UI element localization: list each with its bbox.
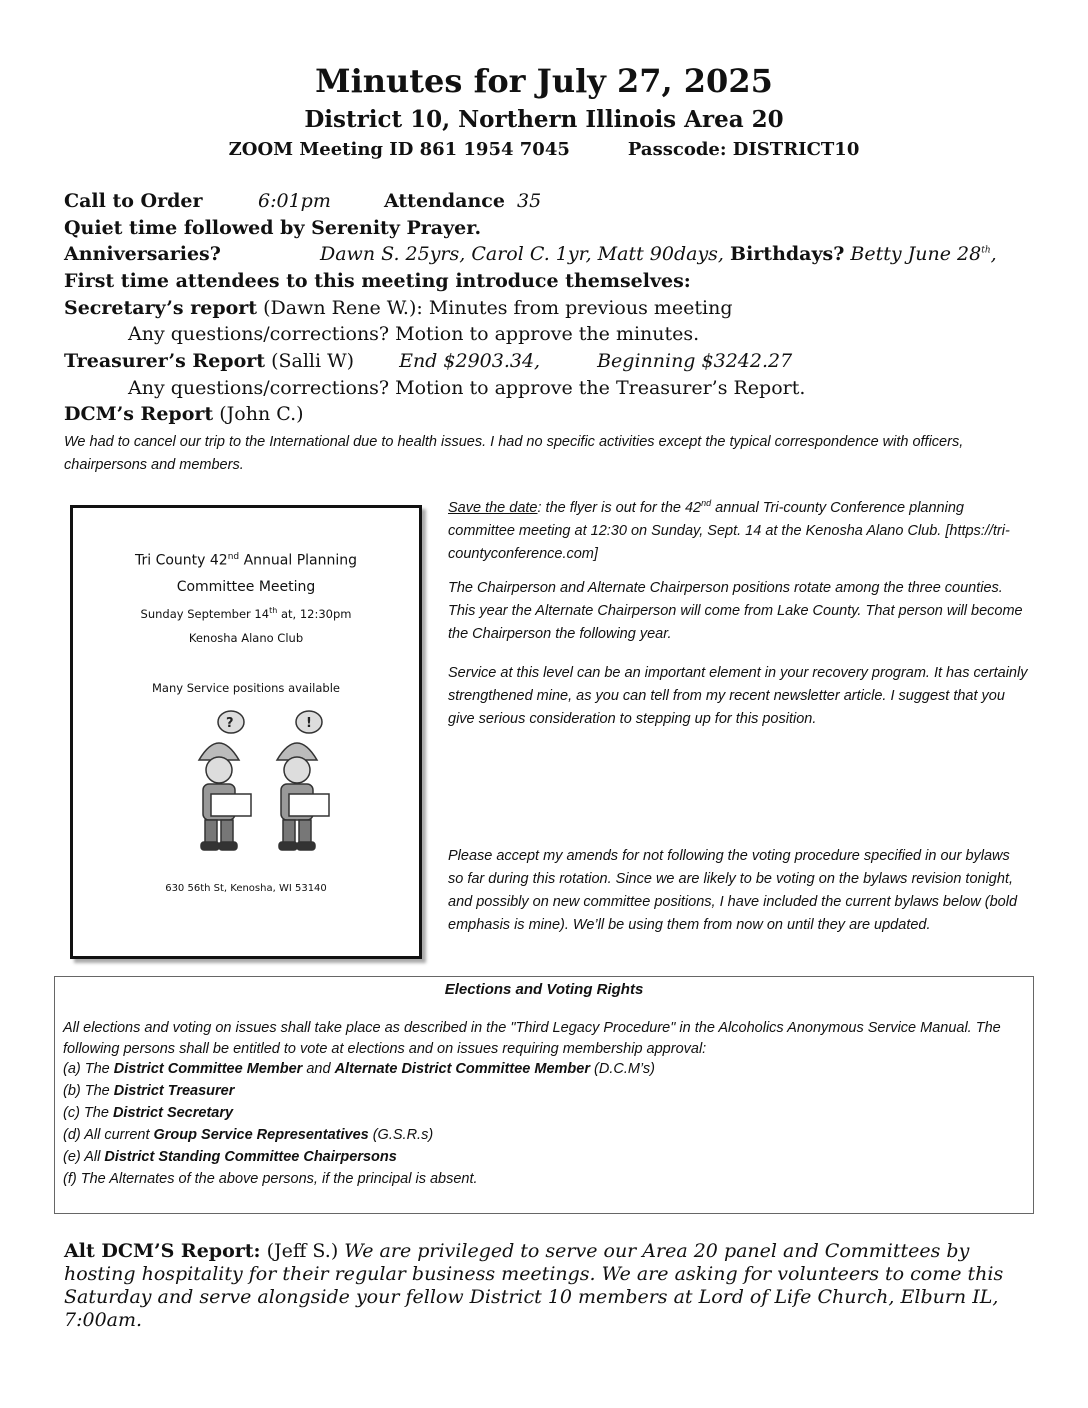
voting-intro: All elections and voting on issues shall take place as described in the "Third Legacy Procedure" in the Alcoholics Anonymous Service Manual. The following persons shall be entitled to vote at elections and on issues requiring membership approval:	[63, 1020, 1001, 1057]
page-title: Minutes for July 27, 2025	[315, 62, 773, 100]
elections-voting-box	[54, 976, 1034, 1214]
birthdays-label: Birthdays?	[730, 243, 845, 265]
flyer-line1: Tri County 42nd Annual Planning	[134, 552, 357, 569]
secretary-line	[64, 297, 733, 319]
quiet-time-line: Quiet time followed by Serenity Prayer.	[64, 217, 482, 239]
flyer-line2: Committee Meeting	[176, 579, 316, 595]
alt-dcm-label: Alt DCM’S Report:	[64, 1240, 261, 1262]
anniversaries-line	[64, 243, 997, 265]
page-subtitle: District 10, Northern Illinois Area 20	[304, 106, 784, 133]
call-to-order-line	[64, 190, 541, 212]
voting-item-a: (a) The District Committee Member and Alternate District Committee Member (D.C.M’s)	[63, 1061, 655, 1077]
dcm-label: DCM’s Report	[64, 403, 214, 425]
dcm-line	[64, 403, 304, 425]
attendance-label: Attendance	[384, 190, 505, 212]
save-the-date-label: Save the date	[448, 499, 538, 516]
voting-item-f: (f) The Alternates of the above persons, if the principal is absent.	[63, 1171, 478, 1187]
flyer-address: 630 56th St, Kenosha, WI 53140	[165, 883, 327, 894]
voting-item-d: (d) All current Group Service Representatives (G.S.R.s)	[63, 1127, 434, 1143]
alt-dcm-person: (Jeff S.)	[266, 1240, 339, 1262]
treasurer-label: Treasurer’s Report	[64, 350, 266, 372]
zoom-info	[0, 139, 1088, 160]
flyer-line5: Many Service positions available	[152, 681, 340, 695]
call-to-order-label: Call to Order	[64, 190, 203, 212]
service-paragraph: Service at this level can be an important element in your recovery program. It has certainly strengthened mine, as you can tell from my recent newsletter article. I suggest that you give serious consideration to stepping up for this position.	[448, 665, 1028, 727]
voting-title: Elections and Voting Rights	[444, 981, 644, 998]
treasurer-beginning: Beginning $3242.27	[597, 350, 793, 372]
alt-dcm-text: We are privileged to serve our Area 20 panel and Committees by hosting hospitality for their regular business meetings. We are asking for volunteers to come this Saturday and serve alongside your fellow District 10 members at Lord of Life Church, Elburn IL, 7:00am.	[64, 1240, 1004, 1331]
save-the-date-paragraph: Save the date: the flyer is out for the 42nd annual Tri-county Conference planning committee meeting at 12:30 on Sunday, Sept. 14 at the Kenosha Alano Club. [https://tri-countyconference.com]	[448, 498, 1010, 562]
construction-workers-illustration	[181, 708, 343, 856]
flyer-image	[70, 505, 422, 959]
treasurer-person: (Salli W)	[271, 350, 355, 372]
voting-item-c: (c) The District Secretary	[63, 1105, 234, 1121]
svg-text:?: ?	[226, 716, 234, 731]
zoom-passcode: Passcode: DISTRICT10	[627, 139, 860, 160]
voting-item-e: (e) All District Standing Committee Chairpersons	[63, 1149, 397, 1165]
anniversaries-label: Anniversaries?	[64, 243, 221, 265]
anniversaries-value: Dawn S. 25yrs, Carol C. 1yr, Matt 90days,	[320, 243, 724, 265]
treasurer-end: End $2903.34,	[399, 350, 541, 372]
birthdays-value: Betty June 28th,	[850, 243, 997, 265]
secretary-person: (Dawn Rene W.): Minutes from previous meeting	[263, 297, 733, 319]
secretary-label: Secretary’s report	[64, 297, 258, 319]
rotation-paragraph: The Chairperson and Alternate Chairperson positions rotate among the three counties. This year the Alternate Chairperson will come from Lake County. That person will become the Chairperson the following year.	[448, 580, 1023, 642]
amends-paragraph: Please accept my amends for not following the voting procedure specified in our bylaws so far during this rotation. Since we are likely to be voting on the bylaws revision tonight, and possibly on new committee positions, I have included the current bylaws below (bold emphasis is mine). We’ll be using them from now on until they are updated.	[448, 848, 1018, 933]
zoom-meeting-id: ZOOM Meeting ID 861 1954 7045	[228, 139, 570, 160]
dcm-person: (John C.)	[219, 403, 304, 425]
first-time-line: First time attendees to this meeting introduce themselves:	[64, 270, 691, 292]
treasurer-followup: Any questions/corrections? Motion to approve the Treasurer’s Report.	[128, 377, 806, 399]
attendance-value: 35	[517, 190, 542, 212]
flyer-line4: Kenosha Alano Club	[188, 631, 304, 645]
svg-text:!: !	[306, 716, 312, 731]
dcm-note: We had to cancel our trip to the International due to health issues. I had no specific activities except the typical correspondence with officers, chairpersons and members.	[64, 434, 964, 473]
treasurer-line	[64, 350, 792, 372]
secretary-followup: Any questions/corrections? Motion to approve the minutes.	[128, 323, 700, 345]
call-to-order-time: 6:01pm	[258, 190, 331, 212]
alt-dcm-report	[64, 1240, 1024, 1332]
voting-item-b: (b) The District Treasurer	[63, 1083, 235, 1099]
flyer-line3: Sunday September 14th at, 12:30pm	[140, 606, 352, 621]
